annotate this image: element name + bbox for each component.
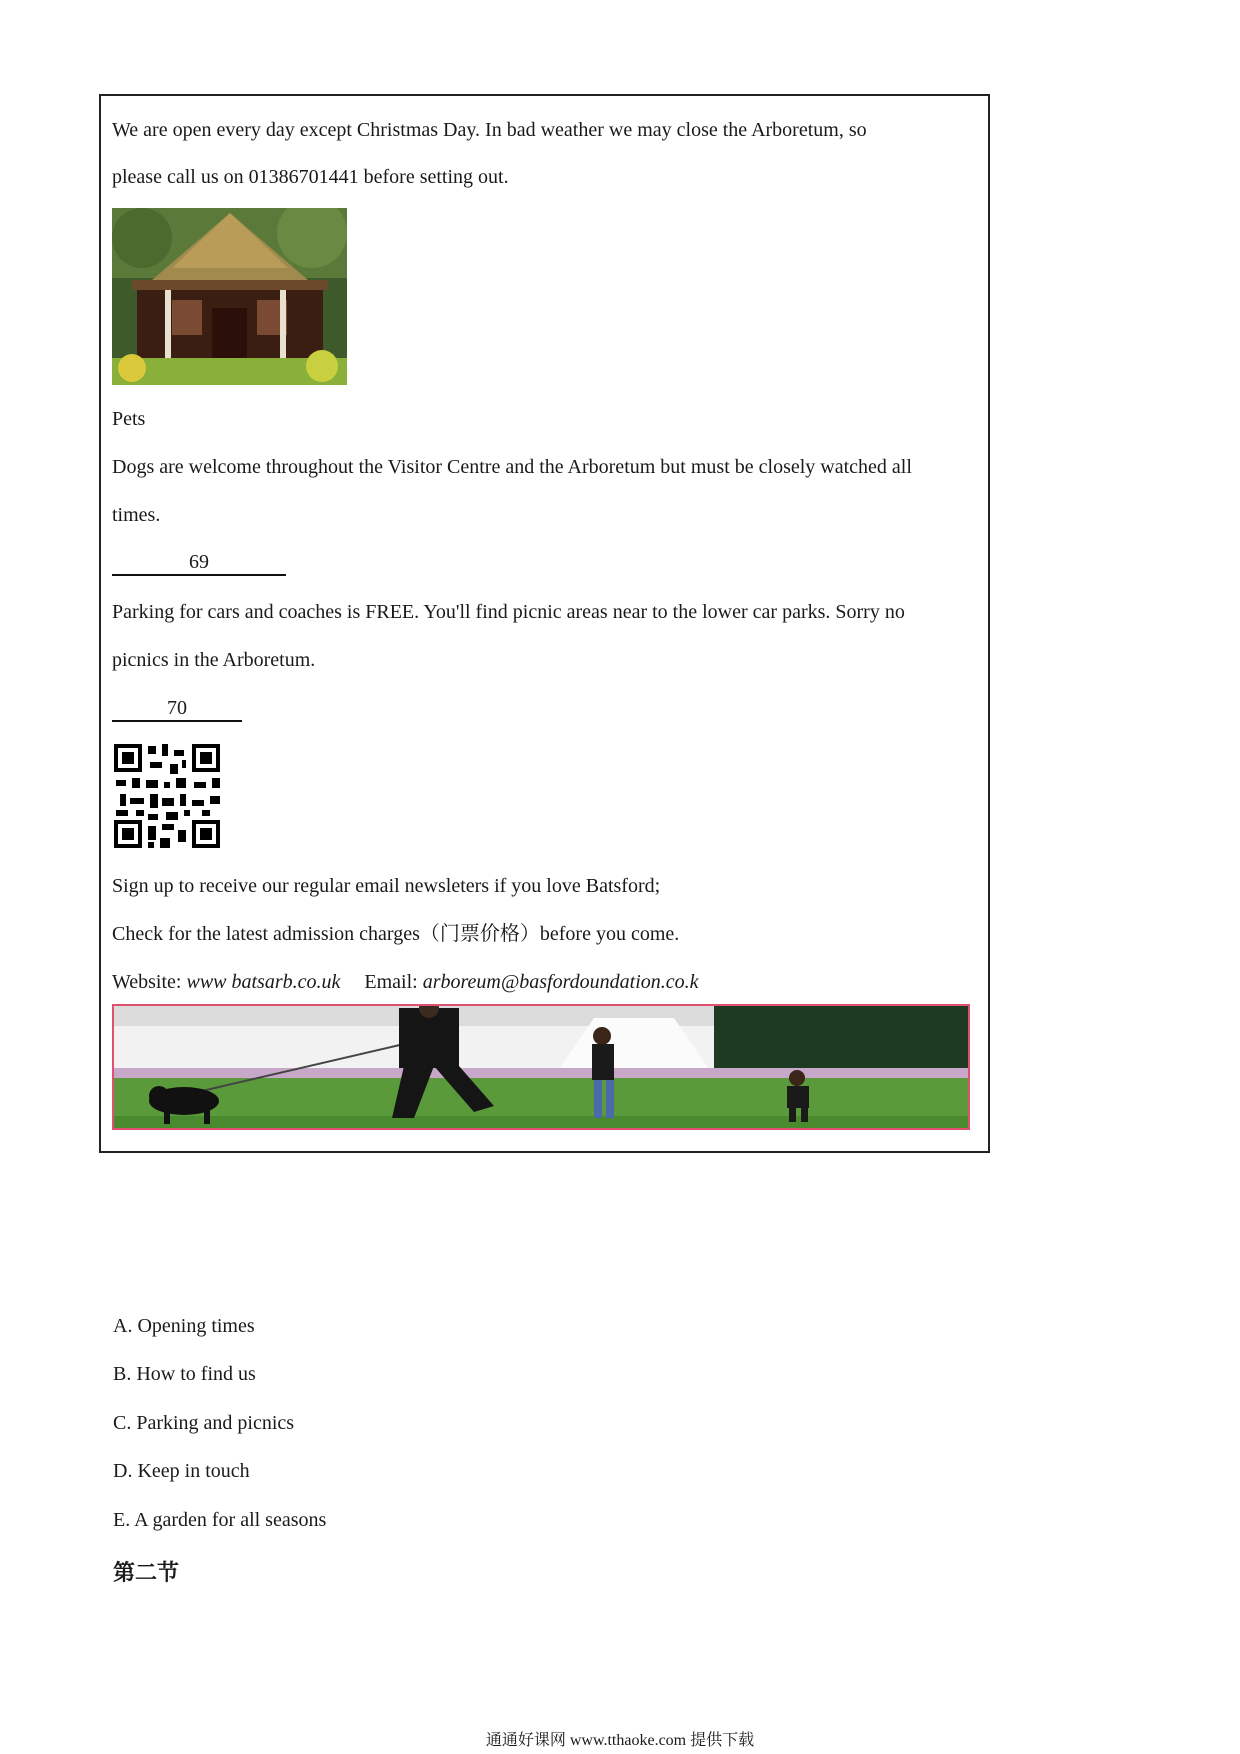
section-heading: 第二节 (113, 1561, 180, 1586)
pets-heading: Pets (112, 408, 146, 430)
qr-code-image (112, 742, 224, 850)
pets-line-1: Dogs are welcome throughout the Visitor Centre and the Arboretum but must be closely watched all (112, 456, 912, 478)
option-b: B. How to find us (113, 1363, 256, 1385)
website-label: Website: (112, 971, 182, 993)
parking-line-1: Parking for cars and coaches is FREE. You'll find picnic areas near to the lower car parks. Sorry no (112, 601, 905, 623)
parking-line-2: picnics in the Arboretum. (112, 649, 316, 671)
pets-line-2: times. (112, 504, 161, 526)
blank-69: 69 (112, 550, 286, 576)
contact-line (112, 970, 699, 994)
intro-line-1: We are open every day except Christmas Day. In bad weather we may close the Arboretum, so (112, 119, 867, 141)
email-value[interactable]: arboreum@basfordoundation.co.k (422, 971, 699, 993)
signup-line: Sign up to receive our regular email newsleters if you love Batsford; (112, 875, 661, 897)
page-footer: 通通好课网 www.tthaoke.com 提供下载 (485, 1732, 755, 1749)
family-dog-banner (112, 1004, 970, 1130)
blank-70: 70 (112, 696, 242, 722)
pavilion-photo (112, 208, 347, 385)
option-d: D. Keep in touch (113, 1460, 250, 1482)
website-value[interactable]: www batsarb.co.uk (186, 971, 341, 993)
option-c: C. Parking and picnics (113, 1412, 295, 1434)
option-a: A. Opening times (113, 1315, 255, 1337)
admission-line: Check for the latest admission charges（门票价格）before you come. (112, 923, 680, 945)
email-label: Email: (364, 971, 418, 993)
intro-line-2: please call us on 01386701441 before setting out. (112, 166, 509, 188)
option-e: E. A garden for all seasons (113, 1509, 327, 1531)
